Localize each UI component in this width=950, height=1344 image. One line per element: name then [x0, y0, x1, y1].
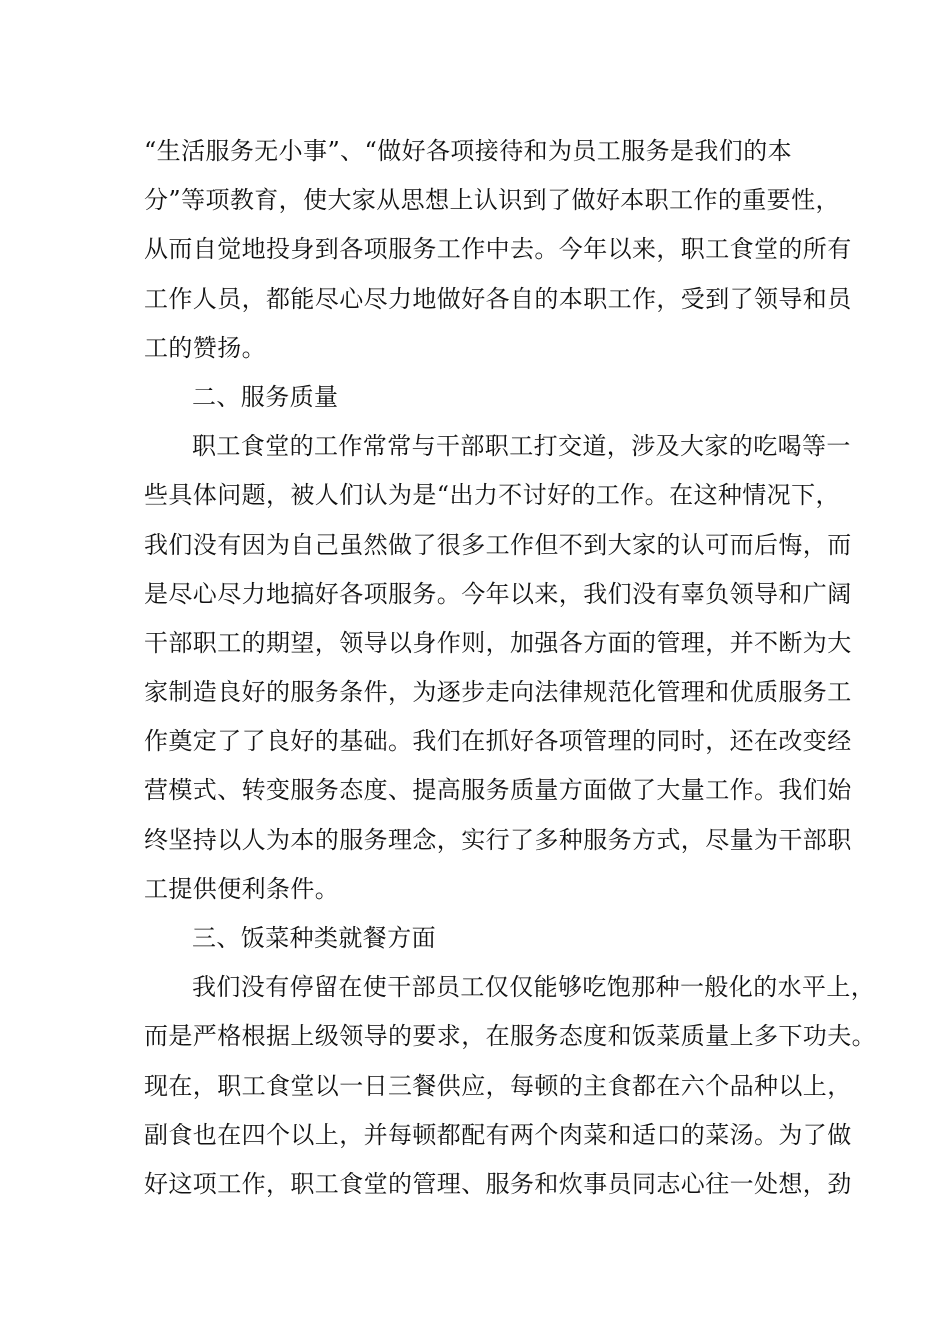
text-line: 从而自觉地投身到各项服务工作中去。今年以来，职工食堂的所有 — [144, 235, 852, 264]
text-line: 我们没有因为自己虽然做了很多工作但不到大家的认可而后悔，而 — [144, 530, 852, 559]
section-heading-service-quality: 二、服务质量 — [192, 382, 339, 411]
text-line: 营模式、转变服务态度、提高服务质量方面做了大量工作。我们始 — [144, 776, 852, 805]
text-line: 些具体问题，被人们认为是“出力不讨好的工作。在这种情况下， — [144, 481, 840, 510]
text-line: “生活服务无小事”、“做好各项接待和为员工服务是我们的本 — [144, 137, 793, 165]
text-line: 干部职工的期望，领导以身作则，加强各方面的管理，并不断为大 — [144, 628, 852, 657]
text-line: 终坚持以人为本的服务理念，实行了多种服务方式，尽量为干部职 — [144, 825, 852, 854]
text-line: 工作人员，都能尽心尽力地做好各自的本职工作，受到了领导和员 — [144, 284, 852, 313]
document-body — [144, 127, 876, 1209]
paragraph-first-line: 我们没有停留在使干部员工仅仅能够吃饱那种一般化的水平上， — [192, 973, 876, 1002]
text-line: 工的赞扬。 — [144, 333, 266, 362]
text-line: 而是严格根据上级领导的要求，在服务态度和饭菜质量上多下功夫。 — [144, 1022, 876, 1051]
text-line: 家制造良好的服务条件，为逐步走向法律规范化管理和优质服务工 — [144, 678, 852, 707]
text-line: 工提供便利条件。 — [144, 874, 340, 903]
paragraph-first-line: 职工食堂的工作常常与干部职工打交道，涉及大家的吃喝等一 — [192, 432, 851, 461]
text-line: 分”等项教育，使大家从思想上认识到了做好本职工作的重要性， — [144, 186, 840, 215]
text-line: 现在，职工食堂以一日三餐供应，每顿的主食都在六个品种以上， — [144, 1071, 852, 1100]
section-heading-food-variety: 三、饭菜种类就餐方面 — [192, 924, 436, 952]
text-line: 是尽心尽力地搞好各项服务。今年以来，我们没有辜负领导和广阔 — [144, 579, 852, 608]
text-line: 副食也在四个以上，并每顿都配有两个肉菜和适口的菜汤。为了做 — [144, 1120, 852, 1149]
text-line: 好这项工作，职工食堂的管理、服务和炊事员同志心往一处想，劲 — [144, 1169, 852, 1198]
text-line: 作奠定了了良好的基础。我们在抓好各项管理的同时，还在改变经 — [144, 727, 852, 756]
